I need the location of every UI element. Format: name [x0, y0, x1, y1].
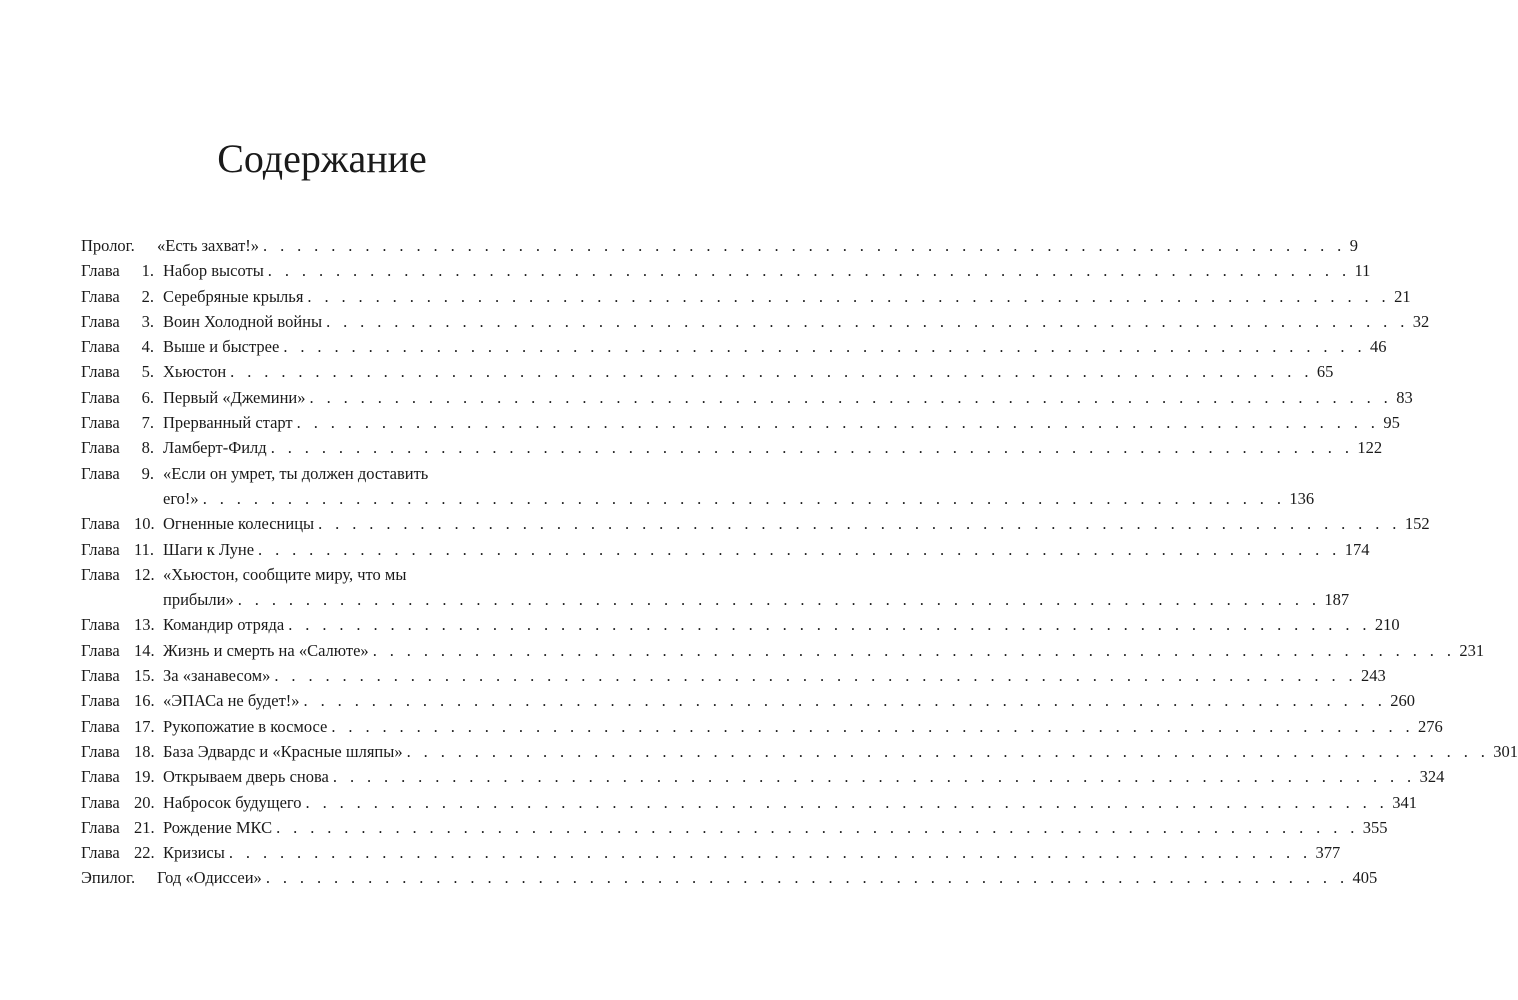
toc-page-number: 65	[1316, 362, 1334, 382]
toc-entry	[81, 511, 1430, 536]
toc-entry-title: Ламберт-Филд	[163, 438, 267, 458]
toc-page-number: 210	[1374, 615, 1400, 635]
toc-page-number: 301	[1493, 741, 1518, 761]
toc-entry-label: Глава	[81, 817, 120, 837]
toc-entry-label: Глава	[81, 413, 120, 433]
toc-entry-title: База Эдвардс и «Красные шляпы»	[163, 741, 403, 761]
toc-page-number: 21	[1394, 286, 1411, 306]
toc-entry-line	[81, 714, 1443, 739]
toc-entry-line	[81, 284, 1411, 309]
toc-entry-title: «Если он умрет, ты должен доставить	[163, 463, 429, 483]
toc-entry-label: Глава	[81, 261, 120, 281]
page-title: Содержание	[217, 136, 427, 181]
toc-entry-title: «ЭПАСа не будет!»	[163, 691, 300, 711]
toc-entry-label: Глава	[81, 286, 120, 306]
toc-page-number: 95	[1383, 413, 1400, 433]
toc-entry-number: 8.	[141, 438, 154, 458]
dot-leader: . . . . . . . . . . . . . . . . . . . . . . . . . . . . . . . . . . . . . . . . . . . . . . . . . . . . . . . . . . . . . . . .	[202, 488, 1286, 508]
toc-entry-number: 21.	[134, 817, 155, 837]
toc-entry-title: прибыли»	[163, 590, 234, 610]
toc-entry-label: Глава	[81, 640, 120, 660]
toc-entry-label: Глава	[81, 615, 120, 635]
toc-entry-title: Выше и быстрее	[163, 337, 280, 357]
toc-entry-number: 14.	[134, 640, 155, 660]
toc-entry-title: Набор высоты	[163, 261, 264, 281]
dot-leader: . . . . . . . . . . . . . . . . . . . . . . . . . . . . . . . . . . . . . . . . . . . . . . . . . . . . . . . . . . . . . . . .	[305, 792, 1389, 812]
toc-entry-number: 18.	[134, 741, 155, 761]
toc-entry-title: Набросок будущего	[163, 792, 302, 812]
toc-entry-title: За «занавесом»	[163, 666, 271, 686]
toc-entry-number: 1.	[141, 261, 154, 281]
toc-entry-line	[81, 764, 1445, 789]
toc-entry-line	[81, 562, 516, 587]
toc-entry-title: Год «Одиссеи»	[157, 868, 262, 888]
dot-leader: . . . . . . . . . . . . . . . . . . . . . . . . . . . . . . . . . . . . . . . . . . . . . . . . . . . . . . . . . . . . . . . .	[228, 843, 1312, 863]
toc-entry	[81, 688, 1415, 713]
toc-entry-number: 16.	[134, 691, 155, 711]
dot-leader: . . . . . . . . . . . . . . . . . . . . . . . . . . . . . . . . . . . . . . . . . . . . . . . . . . . . . . . . . . . . . . . .	[307, 286, 1391, 306]
toc-page-number: 122	[1357, 438, 1383, 458]
dot-leader: . . . . . . . . . . . . . . . . . . . . . . . . . . . . . . . . . . . . . . . . . . . . . . . . . . . . . . . . . . . . . . . .	[288, 615, 1371, 635]
toc-entry-line	[81, 688, 1415, 713]
toc-entry-number: 17.	[134, 716, 155, 736]
toc-entry-line	[81, 537, 1370, 562]
dot-leader: . . . . . . . . . . . . . . . . . . . . . . . . . . . . . . . . . . . . . . . . . . . . . . . . . . . . . . . . . . . . . . . .	[267, 261, 1351, 281]
toc-entry-line	[81, 638, 1485, 663]
toc-entry-label: Глава	[81, 387, 120, 407]
toc-entry-label: Глава	[81, 514, 120, 534]
toc-entry-title: Открываем дверь снова	[163, 767, 329, 787]
dot-leader: . . . . . . . . . . . . . . . . . . . . . . . . . . . . . . . . . . . . . . . . . . . . . . . . . . . . . . . . . . . . . . . .	[332, 767, 1416, 787]
dot-leader: . . . . . . . . . . . . . . . . . . . . . . . . . . . . . . . . . . . . . . . . . . . . . . . . . . . . . . . . . . . . . . . .	[326, 311, 1409, 331]
toc-entry-number: 10.	[134, 514, 155, 534]
toc-entry-line	[81, 435, 1383, 460]
toc-entry-line	[81, 511, 1430, 536]
toc-entry-line	[81, 815, 1388, 840]
toc-entry-label: Глава	[81, 843, 120, 863]
dot-leader: . . . . . . . . . . . . . . . . . . . . . . . . . . . . . . . . . . . . . . . . . . . . . . . . . . . . . . . . . . . . . . . .	[265, 868, 1349, 888]
toc-entry	[81, 537, 1370, 562]
toc-entry-label: Глава	[81, 362, 120, 382]
toc-entry-label: Глава	[81, 539, 120, 559]
toc-page-number: 187	[1324, 590, 1350, 610]
dot-leader: . . . . . . . . . . . . . . . . . . . . . . . . . . . . . . . . . . . . . . . . . . . . . . . . . . . . . . . . . . . . . . . .	[318, 514, 1401, 534]
toc-page-number: 83	[1396, 387, 1413, 407]
toc-entry-number: 22.	[134, 843, 155, 863]
toc-entry-label: Глава	[81, 741, 120, 761]
toc-entry	[81, 334, 1387, 359]
toc-entry-label: Глава	[81, 691, 120, 711]
toc-page-number: 260	[1390, 691, 1415, 711]
toc-page-number: 46	[1370, 337, 1387, 357]
toc-entry-title: Рукопожатие в космосе	[163, 716, 328, 736]
toc-entry-line	[81, 258, 1371, 283]
toc-entry-label: Пролог.	[81, 236, 135, 255]
table-of-contents	[81, 233, 1518, 891]
toc-entry-title: Первый «Джемини»	[163, 387, 306, 407]
toc-entry-label: Глава	[81, 767, 120, 787]
dot-leader: . . . . . . . . . . . . . . . . . . . . . . . . . . . . . . . . . . . . . . . . . . . . . . . . . . . . . . . . . . . . . . . .	[274, 666, 1358, 686]
toc-page-number: 324	[1419, 767, 1445, 787]
toc-entry-line	[81, 410, 1400, 435]
toc-entry-number: 15.	[134, 666, 155, 686]
toc-entry	[81, 562, 1350, 613]
toc-entry-line	[81, 865, 1378, 890]
toc-entry	[81, 359, 1334, 384]
toc-entry-number: 5.	[141, 362, 154, 382]
toc-entry-title: Прерванный старт	[163, 413, 293, 433]
toc-page-number: 243	[1361, 666, 1386, 686]
toc-entry-number: 20.	[134, 792, 155, 812]
toc-entry-line	[81, 663, 1386, 688]
dot-leader: . . . . . . . . . . . . . . . . . . . . . . . . . . . . . . . . . . . . . . . . . . . . . . . . . . . . . . . . . . . . . . . .	[309, 387, 1393, 407]
toc-entry-title: Хьюстон	[163, 362, 227, 382]
toc-entry-line	[81, 739, 1518, 764]
dot-leader: . . . . . . . . . . . . . . . . . . . . . . . . . . . . . . . . . . . . . . . . . . . . . . . . . . . . . . . . . . . . . . . .	[372, 640, 1456, 660]
toc-entry-line	[81, 486, 1315, 511]
toc-page-number: 405	[1352, 868, 1378, 888]
toc-entry-line	[81, 334, 1387, 359]
toc-entry	[81, 461, 1315, 512]
toc-entry-title: Огненные колесницы	[163, 514, 315, 534]
toc-entry-label: Глава	[81, 792, 120, 812]
toc-entry-title: Рождение МКС	[163, 817, 273, 837]
toc-entry	[81, 815, 1388, 840]
toc-entry	[81, 764, 1445, 789]
toc-page-number: 355	[1362, 817, 1388, 837]
toc-page-number: 276	[1418, 716, 1443, 736]
toc-entry-title: «Хьюстон, сообщите миру, что мы	[163, 564, 407, 584]
toc-entry-title: Жизнь и смерть на «Салюте»	[163, 640, 369, 660]
toc-entry-line	[81, 385, 1413, 410]
toc-entry-title: Командир отряда	[163, 615, 285, 635]
toc-entry	[81, 790, 1417, 815]
toc-entry	[81, 840, 1341, 865]
toc-page-number: 341	[1392, 792, 1417, 812]
toc-entry-line	[81, 309, 1430, 334]
dot-leader: . . . . . . . . . . . . . . . . . . . . . . . . . . . . . . . . . . . . . . . . . . . . . . . . . . . . . . . . . . . . . . . .	[263, 236, 1346, 255]
toc-page-number: 136	[1289, 488, 1315, 508]
toc-entry	[81, 714, 1443, 739]
toc-entry-title: Воин Холодной войны	[163, 311, 323, 331]
toc-entry-line	[81, 840, 1341, 865]
toc-entry-number: 4.	[141, 337, 154, 357]
toc-entry-number: 12.	[134, 564, 155, 584]
toc-entry-label: Глава	[81, 311, 120, 331]
toc-entry-number: 11.	[134, 539, 155, 559]
toc-entry-label: Эпилог.	[81, 868, 136, 888]
toc-page-number: 32	[1412, 311, 1430, 331]
toc-entry-number: 13.	[134, 615, 155, 635]
toc-entry-label: Глава	[81, 438, 120, 458]
toc-page-number: 231	[1459, 640, 1485, 660]
toc-entry-number: 2.	[141, 286, 154, 306]
toc-entry	[81, 638, 1485, 663]
toc-entry-line	[81, 359, 1334, 384]
dot-leader: . . . . . . . . . . . . . . . . . . . . . . . . . . . . . . . . . . . . . . . . . . . . . . . . . . . . . . . . . . . . . . . .	[230, 362, 1313, 382]
toc-entry-line	[81, 612, 1400, 637]
toc-entry-title: Кризисы	[163, 843, 225, 863]
toc-entry-number: 9.	[141, 463, 154, 483]
toc-page-number: 152	[1404, 514, 1430, 534]
toc-entry-title: его!»	[163, 488, 199, 508]
dot-leader: . . . . . . . . . . . . . . . . . . . . . . . . . . . . . . . . . . . . . . . . . . . . . . . . . . . . . . . . . . . . . . . .	[331, 716, 1415, 736]
toc-entry	[81, 612, 1400, 637]
toc-entry-number: 3.	[141, 311, 154, 331]
toc-page-number: 9	[1349, 236, 1358, 255]
toc-entry-label: Глава	[81, 666, 120, 686]
toc-entry-label: Глава	[81, 564, 120, 584]
toc-page-number: 11	[1354, 261, 1371, 281]
dot-leader: . . . . . . . . . . . . . . . . . . . . . . . . . . . . . . . . . . . . . . . . . . . . . . . . . . . . . . . . . . . . . . . .	[237, 590, 1321, 610]
dot-leader: . . . . . . . . . . . . . . . . . . . . . . . . . . . . . . . . . . . . . . . . . . . . . . . . . . . . . . . . . . . . . . . .	[270, 438, 1354, 458]
toc-entry-label: Глава	[81, 337, 120, 357]
toc-entry	[81, 435, 1383, 460]
toc-entry-number: 6.	[141, 387, 154, 407]
toc-entry-line	[81, 461, 516, 486]
dot-leader: . . . . . . . . . . . . . . . . . . . . . . . . . . . . . . . . . . . . . . . . . . . . . . . . . . . . . . . . . . . . . . . .	[258, 539, 1341, 559]
toc-entry-number: 19.	[134, 767, 155, 787]
dot-leader: . . . . . . . . . . . . . . . . . . . . . . . . . . . . . . . . . . . . . . . . . . . . . . . . . . . . . . . . . . . . . . . .	[406, 741, 1490, 761]
toc-entry-number: 7.	[141, 413, 154, 433]
toc-entry	[81, 410, 1400, 435]
toc-entry	[81, 233, 1358, 258]
toc-entry	[81, 865, 1378, 890]
toc-entry-title: Шаги к Луне	[163, 539, 255, 559]
toc-entry-line	[81, 790, 1417, 815]
dot-leader: . . . . . . . . . . . . . . . . . . . . . . . . . . . . . . . . . . . . . . . . . . . . . . . . . . . . . . . . . . . . . . . .	[283, 337, 1367, 357]
toc-entry-line	[81, 233, 1358, 258]
toc-entry	[81, 739, 1518, 764]
toc-entry-label: Глава	[81, 716, 120, 736]
toc-entry	[81, 284, 1411, 309]
toc-entry-title: «Есть захват!»	[157, 236, 260, 255]
dot-leader: . . . . . . . . . . . . . . . . . . . . . . . . . . . . . . . . . . . . . . . . . . . . . . . . . . . . . . . . . . . . . . . .	[276, 817, 1359, 837]
toc-entry	[81, 663, 1386, 688]
toc-entry-label: Глава	[81, 463, 120, 483]
toc-entry	[81, 258, 1371, 283]
toc-page-number: 377	[1315, 843, 1341, 863]
dot-leader: . . . . . . . . . . . . . . . . . . . . . . . . . . . . . . . . . . . . . . . . . . . . . . . . . . . . . . . . . . . . . . . .	[303, 691, 1387, 711]
toc-entry	[81, 309, 1430, 334]
dot-leader: . . . . . . . . . . . . . . . . . . . . . . . . . . . . . . . . . . . . . . . . . . . . . . . . . . . . . . . . . . . . . . . .	[296, 413, 1380, 433]
toc-entry-line	[81, 587, 1350, 612]
toc-page-number: 174	[1344, 539, 1370, 559]
toc-entry-title: Серебряные крылья	[163, 286, 304, 306]
toc-entry	[81, 385, 1413, 410]
